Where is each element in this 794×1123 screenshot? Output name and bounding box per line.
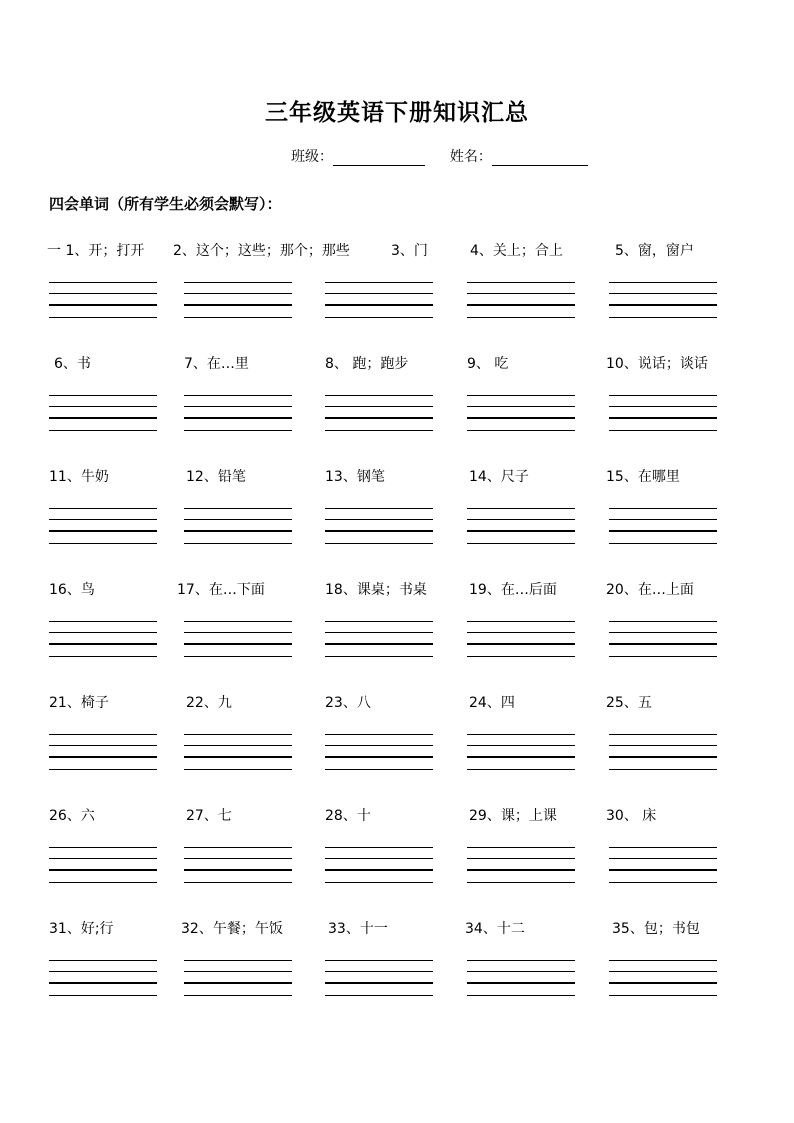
- writing-line: [184, 417, 292, 419]
- writing-line: [609, 430, 717, 431]
- writing-lines[interactable]: [609, 508, 717, 548]
- writing-lines[interactable]: [49, 847, 157, 887]
- writing-line: [49, 882, 157, 883]
- vocab-label: 35、包；书包: [612, 921, 700, 937]
- writing-line: [49, 395, 157, 396]
- writing-line: [467, 982, 575, 984]
- writing-line: [467, 317, 575, 318]
- writing-line: [325, 734, 433, 735]
- writing-line: [325, 293, 433, 294]
- vocab-label: 9、 吃: [467, 356, 509, 372]
- writing-line: [49, 543, 157, 544]
- vocab-label: 27、七: [186, 808, 232, 824]
- writing-line: [184, 395, 292, 396]
- writing-line: [184, 643, 292, 645]
- writing-line: [184, 317, 292, 318]
- writing-line: [609, 847, 717, 848]
- writing-line: [609, 734, 717, 735]
- writing-line: [49, 858, 157, 859]
- writing-lines[interactable]: [184, 847, 292, 887]
- writing-line: [49, 745, 157, 746]
- vocab-label: 25、五: [606, 695, 652, 711]
- writing-line: [609, 882, 717, 883]
- writing-line: [609, 960, 717, 961]
- vocab-label: 31、好;行: [49, 921, 114, 937]
- writing-line: [184, 632, 292, 633]
- writing-lines[interactable]: [49, 508, 157, 548]
- writing-line: [184, 745, 292, 746]
- writing-lines[interactable]: [184, 621, 292, 661]
- writing-line: [467, 519, 575, 520]
- writing-line: [467, 769, 575, 770]
- vocab-label: 30、 床: [606, 808, 657, 824]
- writing-lines[interactable]: [467, 508, 575, 548]
- vocab-label: 28、十: [325, 808, 371, 824]
- writing-lines[interactable]: [325, 734, 433, 774]
- writing-line: [325, 519, 433, 520]
- writing-line: [49, 756, 157, 758]
- writing-line: [609, 530, 717, 532]
- writing-lines[interactable]: [467, 621, 575, 661]
- writing-line: [609, 406, 717, 407]
- vocab-label: 24、四: [469, 695, 515, 711]
- writing-line: [49, 960, 157, 961]
- vocab-label: 15、在哪里: [606, 469, 680, 485]
- writing-line: [467, 971, 575, 972]
- writing-line: [325, 858, 433, 859]
- writing-lines[interactable]: [467, 734, 575, 774]
- writing-line: [49, 734, 157, 735]
- writing-line: [609, 971, 717, 972]
- writing-line: [49, 869, 157, 871]
- writing-line: [467, 869, 575, 871]
- writing-line: [609, 995, 717, 996]
- writing-lines[interactable]: [49, 621, 157, 661]
- writing-lines[interactable]: [184, 395, 292, 435]
- vocab-label: 14、尺子: [469, 469, 529, 485]
- writing-line: [325, 882, 433, 883]
- writing-line: [184, 430, 292, 431]
- writing-line: [467, 745, 575, 746]
- writing-lines[interactable]: [49, 395, 157, 435]
- vocab-label: 33、十一: [328, 921, 388, 937]
- writing-line: [184, 882, 292, 883]
- vocab-label: 3、门: [391, 243, 428, 259]
- writing-line: [49, 304, 157, 306]
- writing-line: [609, 869, 717, 871]
- writing-line: [609, 858, 717, 859]
- writing-line: [325, 847, 433, 848]
- vocab-label: 32、午餐；午饭: [181, 921, 283, 937]
- vocab-label: 18、课桌；书桌: [325, 582, 427, 598]
- writing-line: [467, 656, 575, 657]
- writing-line: [467, 882, 575, 883]
- writing-lines[interactable]: [184, 960, 292, 1000]
- writing-line: [49, 530, 157, 532]
- writing-line: [609, 632, 717, 633]
- writing-line: [49, 406, 157, 407]
- writing-line: [467, 995, 575, 996]
- vocab-label: 13、钢笔: [325, 469, 385, 485]
- writing-line: [609, 756, 717, 758]
- vocab-label: 7、在…里: [184, 356, 249, 372]
- writing-lines[interactable]: [184, 282, 292, 322]
- writing-line: [184, 769, 292, 770]
- vocab-label: 4、关上；合上: [470, 243, 563, 259]
- writing-line: [325, 960, 433, 961]
- writing-line: [467, 293, 575, 294]
- vocab-label: 6、书: [54, 356, 91, 372]
- writing-line: [325, 656, 433, 657]
- writing-lines[interactable]: [609, 282, 717, 322]
- writing-line: [49, 971, 157, 972]
- writing-line: [325, 304, 433, 306]
- writing-line: [184, 282, 292, 283]
- writing-line: [609, 621, 717, 622]
- writing-line: [609, 543, 717, 544]
- writing-line: [49, 621, 157, 622]
- writing-line: [325, 769, 433, 770]
- vocab-label: 23、八: [325, 695, 371, 711]
- writing-line: [325, 530, 433, 532]
- writing-line: [467, 508, 575, 509]
- writing-line: [467, 756, 575, 758]
- writing-line: [49, 317, 157, 318]
- vocab-label: 10、说话；谈话: [606, 356, 708, 372]
- writing-line: [325, 395, 433, 396]
- vocab-label: 2、这个；这些；那个；那些: [173, 243, 350, 259]
- writing-line: [184, 293, 292, 294]
- writing-line: [184, 756, 292, 758]
- writing-line: [184, 971, 292, 972]
- writing-line: [49, 282, 157, 283]
- writing-line: [609, 417, 717, 419]
- writing-line: [609, 982, 717, 984]
- writing-line: [49, 982, 157, 984]
- writing-lines[interactable]: [49, 282, 157, 322]
- writing-line: [467, 395, 575, 396]
- writing-lines[interactable]: [609, 734, 717, 774]
- writing-lines[interactable]: [325, 960, 433, 1000]
- writing-line: [49, 508, 157, 509]
- vocab-label: 21、椅子: [49, 695, 109, 711]
- writing-line: [325, 621, 433, 622]
- writing-line: [49, 519, 157, 520]
- writing-line: [49, 769, 157, 770]
- writing-lines[interactable]: [467, 282, 575, 322]
- writing-line: [467, 643, 575, 645]
- writing-line: [184, 530, 292, 532]
- section-title: 四会单词（所有学生必须会默写）：: [49, 195, 282, 213]
- writing-line: [467, 960, 575, 961]
- writing-line: [609, 769, 717, 770]
- writing-line: [49, 643, 157, 645]
- writing-line: [609, 656, 717, 657]
- writing-line: [49, 632, 157, 633]
- writing-line: [49, 656, 157, 657]
- writing-line: [325, 317, 433, 318]
- writing-line: [325, 869, 433, 871]
- vocab-label: 12、铅笔: [186, 469, 246, 485]
- vocab-label: 17、在…下面: [177, 582, 265, 598]
- writing-line: [467, 282, 575, 283]
- writing-line: [184, 304, 292, 306]
- writing-line: [49, 995, 157, 996]
- writing-lines[interactable]: [609, 847, 717, 887]
- vocab-label: 一 1、开；打开: [47, 243, 145, 259]
- writing-line: [184, 621, 292, 622]
- writing-line: [184, 734, 292, 735]
- writing-line: [609, 519, 717, 520]
- writing-lines[interactable]: [184, 508, 292, 548]
- writing-line: [184, 519, 292, 520]
- writing-line: [467, 430, 575, 431]
- writing-line: [49, 293, 157, 294]
- writing-line: [184, 982, 292, 984]
- writing-lines[interactable]: [609, 395, 717, 435]
- writing-line: [609, 317, 717, 318]
- writing-line: [184, 995, 292, 996]
- writing-line: [609, 395, 717, 396]
- writing-line: [49, 847, 157, 848]
- writing-line: [467, 858, 575, 859]
- writing-line: [467, 632, 575, 633]
- writing-line: [325, 745, 433, 746]
- writing-lines[interactable]: [325, 847, 433, 887]
- vocab-label: 19、在…后面: [469, 582, 557, 598]
- writing-lines[interactable]: [609, 960, 717, 1000]
- writing-line: [325, 995, 433, 996]
- writing-line: [467, 847, 575, 848]
- writing-lines[interactable]: [467, 847, 575, 887]
- vocab-label: 8、 跑；跑步: [325, 356, 409, 372]
- writing-lines[interactable]: [325, 395, 433, 435]
- writing-line: [184, 960, 292, 961]
- writing-line: [467, 406, 575, 407]
- writing-line: [184, 869, 292, 871]
- writing-lines[interactable]: [184, 734, 292, 774]
- vocab-label: 16、鸟: [49, 582, 95, 598]
- writing-lines[interactable]: [467, 960, 575, 1000]
- vocab-label: 11、牛奶: [49, 469, 109, 485]
- writing-line: [184, 847, 292, 848]
- writing-line: [609, 293, 717, 294]
- writing-line: [184, 508, 292, 509]
- writing-line: [467, 530, 575, 532]
- writing-line: [325, 406, 433, 407]
- writing-line: [467, 543, 575, 544]
- writing-line: [325, 643, 433, 645]
- vocab-label: 22、九: [186, 695, 232, 711]
- writing-line: [609, 508, 717, 509]
- writing-line: [184, 858, 292, 859]
- vocab-label: 5、窗，窗户: [615, 243, 694, 259]
- writing-lines[interactable]: [325, 508, 433, 548]
- vocab-label: 34、十二: [465, 921, 525, 937]
- writing-line: [325, 756, 433, 758]
- writing-lines[interactable]: [325, 621, 433, 661]
- writing-line: [184, 656, 292, 657]
- writing-line: [49, 417, 157, 419]
- writing-line: [325, 282, 433, 283]
- writing-line: [609, 643, 717, 645]
- writing-line: [609, 745, 717, 746]
- writing-line: [467, 734, 575, 735]
- writing-line: [325, 982, 433, 984]
- writing-line: [325, 417, 433, 419]
- writing-line: [325, 430, 433, 431]
- class-label: 班级：: [291, 149, 333, 165]
- name-label: 姓名：: [449, 149, 492, 165]
- writing-line: [609, 282, 717, 283]
- writing-lines[interactable]: [609, 621, 717, 661]
- vocab-label: 20、在…上面: [606, 582, 694, 598]
- writing-line: [184, 543, 292, 544]
- writing-lines[interactable]: [467, 395, 575, 435]
- page-title: 三年级英语下册知识汇总: [265, 99, 529, 126]
- vocab-label: 29、课；上课: [469, 808, 557, 824]
- writing-line: [609, 304, 717, 306]
- writing-lines[interactable]: [49, 960, 157, 1000]
- vocab-label: 26、六: [49, 808, 95, 824]
- writing-line: [325, 632, 433, 633]
- writing-line: [467, 304, 575, 306]
- writing-line: [184, 406, 292, 407]
- writing-line: [467, 417, 575, 419]
- writing-lines[interactable]: [325, 282, 433, 322]
- writing-lines[interactable]: [49, 734, 157, 774]
- writing-line: [325, 971, 433, 972]
- writing-line: [467, 621, 575, 622]
- writing-line: [49, 430, 157, 431]
- writing-line: [325, 508, 433, 509]
- writing-line: [325, 543, 433, 544]
